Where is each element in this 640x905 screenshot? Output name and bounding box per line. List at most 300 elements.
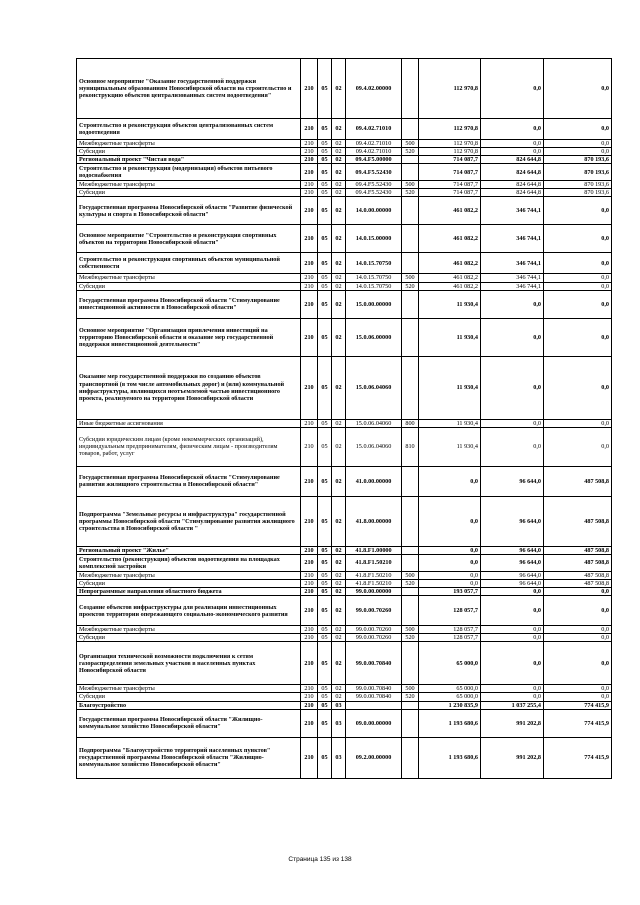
amount-year-2: 96 644,0: [481, 546, 544, 554]
code-csr: 15.0.00.00000: [346, 290, 402, 318]
row-name: Межбюджетные трансферты: [77, 181, 301, 189]
table-row: [77, 164, 612, 181]
row-name: Строительство и реконструкция спортивных объектов муниципальной собственности: [77, 253, 301, 274]
code-pr: 02: [332, 119, 346, 140]
amount-year-2: 0,0: [481, 356, 544, 419]
code-gr: 210: [301, 693, 318, 701]
table-row: [77, 588, 612, 596]
table-row: [77, 189, 612, 197]
code-gr: 210: [301, 181, 318, 189]
row-name: Организация технической возможности подключения к сетям газораспределения земельных участков в населенных пунктах Новосибирской области: [77, 642, 301, 685]
code-rz: 05: [318, 693, 332, 701]
row-name: Межбюджетные трансферты: [77, 685, 301, 693]
code-vr: [402, 318, 419, 356]
code-gr: 210: [301, 225, 318, 253]
row-name: Государственная программа Новосибирской области "Жилищно-коммунальное хозяйство Новосибирской области": [77, 709, 301, 737]
code-pr: 02: [332, 189, 346, 197]
code-gr: 210: [301, 164, 318, 181]
code-csr: 41.8.00.00000: [346, 496, 402, 546]
code-pr: 02: [332, 419, 346, 427]
code-vr: [402, 554, 419, 571]
code-gr: 210: [301, 119, 318, 140]
code-rz: 05: [318, 290, 332, 318]
amount-year-1: 1 193 680,6: [419, 709, 481, 737]
amount-year-2: 0,0: [481, 290, 544, 318]
table-row: [77, 427, 612, 466]
amount-year-3: 0,0: [544, 253, 612, 274]
row-name: Межбюджетные трансферты: [77, 274, 301, 282]
row-name: Субсидии: [77, 693, 301, 701]
amount-year-3: 0,0: [544, 274, 612, 282]
row-name: Основное мероприятие "Оказание государственной поддержки муниципальным образованиям Новосибирской области на строительство и реконструкцию объектов централизованных систем водоотведения": [77, 59, 301, 119]
table-row: [77, 356, 612, 419]
code-rz: 05: [318, 634, 332, 642]
code-vr: 810: [402, 427, 419, 466]
code-pr: 02: [332, 642, 346, 685]
table-row: [77, 197, 612, 225]
code-csr: 41.8.F1.50210: [346, 579, 402, 587]
amount-year-3: 0,0: [544, 59, 612, 119]
row-name: Государственная программа Новосибирской области "Стимулирование инвестиционной активности в Новосибирской области": [77, 290, 301, 318]
code-vr: 500: [402, 626, 419, 634]
code-csr: 09.4.02.00000: [346, 59, 402, 119]
amount-year-2: 96 644,0: [481, 571, 544, 579]
code-vr: 500: [402, 685, 419, 693]
code-rz: 05: [318, 554, 332, 571]
amount-year-2: 0,0: [481, 318, 544, 356]
amount-year-2: 0,0: [481, 596, 544, 626]
code-csr: 41.0.00.00000: [346, 466, 402, 496]
amount-year-1: 461 082,2: [419, 197, 481, 225]
amount-year-1: 714 087,7: [419, 181, 481, 189]
amount-year-2: 96 644,0: [481, 579, 544, 587]
table-row: [77, 596, 612, 626]
row-name: Региональный проект "Чистая вода": [77, 156, 301, 164]
code-vr: [402, 225, 419, 253]
amount-year-2: 346 744,1: [481, 225, 544, 253]
code-gr: 210: [301, 571, 318, 579]
code-vr: 500: [402, 181, 419, 189]
code-pr: 02: [332, 274, 346, 282]
code-vr: 500: [402, 140, 419, 148]
code-vr: 520: [402, 189, 419, 197]
code-gr: 210: [301, 701, 318, 709]
table-row: [77, 156, 612, 164]
table-row: [77, 419, 612, 427]
code-gr: 210: [301, 466, 318, 496]
table-row: [77, 579, 612, 587]
amount-year-3: 0,0: [544, 225, 612, 253]
code-gr: 210: [301, 356, 318, 419]
code-csr: 09.4.02.71010: [346, 140, 402, 148]
table-row: [77, 148, 612, 156]
amount-year-3: 0,0: [544, 634, 612, 642]
amount-year-1: 461 082,2: [419, 225, 481, 253]
amount-year-1: 461 082,2: [419, 274, 481, 282]
code-gr: 210: [301, 189, 318, 197]
code-gr: 210: [301, 274, 318, 282]
row-name: Субсидии: [77, 148, 301, 156]
table-row: [77, 571, 612, 579]
code-vr: 800: [402, 419, 419, 427]
code-vr: [402, 466, 419, 496]
amount-year-1: 112 970,8: [419, 148, 481, 156]
code-rz: 05: [318, 181, 332, 189]
code-gr: 210: [301, 685, 318, 693]
code-vr: [402, 290, 419, 318]
code-pr: 02: [332, 290, 346, 318]
table-row: [77, 626, 612, 634]
amount-year-1: 461 082,2: [419, 253, 481, 274]
code-csr: 09.2.00.00000: [346, 737, 402, 778]
code-gr: 210: [301, 59, 318, 119]
code-pr: 02: [332, 225, 346, 253]
code-vr: [402, 59, 419, 119]
amount-year-1: 128 057,7: [419, 596, 481, 626]
table-row: [77, 634, 612, 642]
code-csr: 09.4.F5.00000: [346, 156, 402, 164]
amount-year-2: 991 202,8: [481, 709, 544, 737]
code-gr: 210: [301, 554, 318, 571]
code-vr: 520: [402, 148, 419, 156]
code-pr: 02: [332, 588, 346, 596]
amount-year-2: 0,0: [481, 626, 544, 634]
amount-year-2: 0,0: [481, 685, 544, 693]
table-row: [77, 737, 612, 778]
amount-year-3: 870 193,6: [544, 181, 612, 189]
amount-year-1: 128 057,7: [419, 626, 481, 634]
amount-year-1: 11 930,4: [419, 318, 481, 356]
amount-year-3: 870 193,6: [544, 164, 612, 181]
code-csr: 09.4.F5.52430: [346, 189, 402, 197]
amount-year-2: 824 644,8: [481, 181, 544, 189]
code-csr: 15.0.06.04060: [346, 427, 402, 466]
code-pr: 02: [332, 282, 346, 290]
amount-year-1: 0,0: [419, 571, 481, 579]
code-rz: 05: [318, 148, 332, 156]
amount-year-3: 774 415,9: [544, 701, 612, 709]
code-pr: 03: [332, 709, 346, 737]
code-csr: 99.0.00.70260: [346, 626, 402, 634]
code-pr: 02: [332, 156, 346, 164]
code-csr: 99.0.00.70260: [346, 634, 402, 642]
row-name: Иные бюджетные ассигнования: [77, 419, 301, 427]
code-vr: [402, 156, 419, 164]
code-vr: 500: [402, 571, 419, 579]
amount-year-3: 0,0: [544, 427, 612, 466]
code-gr: 210: [301, 282, 318, 290]
amount-year-2: 346 744,1: [481, 282, 544, 290]
row-name: Субсидии: [77, 579, 301, 587]
amount-year-3: 870 193,6: [544, 189, 612, 197]
amount-year-2: 96 644,0: [481, 466, 544, 496]
code-pr: 03: [332, 701, 346, 709]
amount-year-1: 0,0: [419, 554, 481, 571]
code-rz: 05: [318, 596, 332, 626]
code-csr: 14.0.15.70750: [346, 274, 402, 282]
code-csr: 14.0.15.70750: [346, 253, 402, 274]
code-pr: 02: [332, 579, 346, 587]
code-rz: 05: [318, 466, 332, 496]
table-row: [77, 119, 612, 140]
amount-year-3: 0,0: [544, 588, 612, 596]
code-vr: [402, 709, 419, 737]
code-csr: 09.4.F5.52430: [346, 181, 402, 189]
amount-year-2: 346 744,1: [481, 253, 544, 274]
code-vr: [402, 253, 419, 274]
amount-year-3: 774 415,9: [544, 709, 612, 737]
amount-year-3: 0,0: [544, 419, 612, 427]
budget-table: [76, 58, 612, 779]
code-gr: 210: [301, 318, 318, 356]
code-gr: 210: [301, 496, 318, 546]
code-csr: 41.8.F1.50210: [346, 554, 402, 571]
code-gr: 210: [301, 579, 318, 587]
code-vr: 520: [402, 693, 419, 701]
code-pr: 02: [332, 596, 346, 626]
code-vr: [402, 546, 419, 554]
code-gr: 210: [301, 197, 318, 225]
row-name: Создание объектов инфраструктуры для реализации инвестиционных проектов территории опережающего социально-экономического развития: [77, 596, 301, 626]
code-pr: 03: [332, 737, 346, 778]
code-vr: 520: [402, 634, 419, 642]
amount-year-2: 0,0: [481, 634, 544, 642]
code-csr: 99.0.00.70260: [346, 596, 402, 626]
code-pr: 02: [332, 496, 346, 546]
amount-year-1: 65 000,0: [419, 642, 481, 685]
amount-year-1: 11 930,4: [419, 427, 481, 466]
code-rz: 05: [318, 642, 332, 685]
amount-year-3: 0,0: [544, 197, 612, 225]
code-rz: 05: [318, 197, 332, 225]
table-row: [77, 554, 612, 571]
code-csr: 41.8.F1.50210: [346, 571, 402, 579]
code-gr: 210: [301, 148, 318, 156]
row-name: Оказание мер государственной поддержки по созданию объектов транспортной (в том числе автомобильных дорог) и (или) коммунальной инфраструктуры, являющихся неотъемлемой частью инвестиционного проекта, реализуемого на территории Новосибирской области: [77, 356, 301, 419]
code-pr: 02: [332, 356, 346, 419]
amount-year-1: 193 057,7: [419, 588, 481, 596]
code-pr: 02: [332, 626, 346, 634]
row-name: Межбюджетные трансферты: [77, 140, 301, 148]
code-csr: 41.8.F1.00000: [346, 546, 402, 554]
row-name: Строительство (реконструкция) объектов водоотведения на площадках комплексной застройки: [77, 554, 301, 571]
row-name: Подпрограмма "Благоустройство территорий населенных пунктов" государственной программы Новосибирской области "Жилищно-коммунальное хозяйство Новосибирской области": [77, 737, 301, 778]
amount-year-3: 0,0: [544, 626, 612, 634]
code-gr: 210: [301, 596, 318, 626]
code-gr: 210: [301, 737, 318, 778]
amount-year-1: 112 970,8: [419, 140, 481, 148]
amount-year-3: 0,0: [544, 282, 612, 290]
amount-year-2: 96 644,0: [481, 496, 544, 546]
code-vr: 500: [402, 274, 419, 282]
code-pr: 02: [332, 427, 346, 466]
amount-year-3: 0,0: [544, 140, 612, 148]
table-row: [77, 693, 612, 701]
amount-year-3: 0,0: [544, 119, 612, 140]
code-rz: 05: [318, 225, 332, 253]
amount-year-1: 112 970,8: [419, 59, 481, 119]
row-name: Строительство и реконструкция (модернизация) объектов питьевого водоснабжения: [77, 164, 301, 181]
code-gr: 210: [301, 156, 318, 164]
code-gr: 210: [301, 140, 318, 148]
table-row: [77, 546, 612, 554]
row-name: Субсидии: [77, 189, 301, 197]
amount-year-3: 0,0: [544, 318, 612, 356]
code-csr: [346, 701, 402, 709]
amount-year-1: 11 930,4: [419, 356, 481, 419]
amount-year-2: 0,0: [481, 588, 544, 596]
code-rz: 05: [318, 626, 332, 634]
code-rz: 05: [318, 588, 332, 596]
table-row: [77, 701, 612, 709]
amount-year-3: 487 508,8: [544, 466, 612, 496]
amount-year-3: 0,0: [544, 290, 612, 318]
amount-year-2: 346 744,1: [481, 274, 544, 282]
amount-year-3: 487 508,8: [544, 496, 612, 546]
code-rz: 05: [318, 140, 332, 148]
amount-year-1: 128 057,7: [419, 634, 481, 642]
amount-year-2: 991 202,8: [481, 737, 544, 778]
amount-year-3: 0,0: [544, 356, 612, 419]
code-rz: 05: [318, 59, 332, 119]
page-number: Страница 135 из 138: [288, 856, 352, 863]
code-vr: 520: [402, 579, 419, 587]
amount-year-3: 0,0: [544, 642, 612, 685]
amount-year-2: 824 644,8: [481, 164, 544, 181]
code-gr: 210: [301, 290, 318, 318]
row-name: Субсидии: [77, 282, 301, 290]
amount-year-2: 0,0: [481, 59, 544, 119]
table-row: [77, 282, 612, 290]
code-rz: 05: [318, 546, 332, 554]
row-name: Субсидии: [77, 634, 301, 642]
code-csr: 15.0.06.04060: [346, 356, 402, 419]
amount-year-1: 714 087,7: [419, 189, 481, 197]
row-name: Строительство и реконструкция объектов централизованных систем водоотведения: [77, 119, 301, 140]
row-name: Государственная программа Новосибирской области "Стимулирование развития жилищного строительства в Новосибирской области": [77, 466, 301, 496]
code-pr: 02: [332, 693, 346, 701]
code-vr: [402, 737, 419, 778]
code-rz: 05: [318, 253, 332, 274]
amount-year-2: 346 744,1: [481, 197, 544, 225]
amount-year-3: 0,0: [544, 693, 612, 701]
row-name: Межбюджетные трансферты: [77, 571, 301, 579]
amount-year-1: 1 230 835,9: [419, 701, 481, 709]
code-pr: 02: [332, 253, 346, 274]
row-name: Субсидии юридическим лицам (кроме некоммерческих организаций), индивидуальным предпринимателям, физическим лицам - производителям товаров, работ, услуг: [77, 427, 301, 466]
code-vr: [402, 588, 419, 596]
amount-year-1: 65 000,0: [419, 693, 481, 701]
amount-year-3: 0,0: [544, 148, 612, 156]
code-csr: 09.4.F5.52430: [346, 164, 402, 181]
code-pr: 02: [332, 164, 346, 181]
row-name: Государственная программа Новосибирской области "Развитие физической культуры и спорта в Новосибирской области": [77, 197, 301, 225]
amount-year-2: 824 644,8: [481, 156, 544, 164]
amount-year-1: 11 930,4: [419, 290, 481, 318]
code-rz: 05: [318, 685, 332, 693]
table-row: [77, 290, 612, 318]
amount-year-2: 0,0: [481, 427, 544, 466]
amount-year-2: 0,0: [481, 693, 544, 701]
code-pr: 02: [332, 197, 346, 225]
table-row: [77, 140, 612, 148]
table-row: [77, 642, 612, 685]
code-rz: 05: [318, 318, 332, 356]
amount-year-1: 65 000,0: [419, 685, 481, 693]
amount-year-1: 0,0: [419, 466, 481, 496]
code-vr: [402, 596, 419, 626]
amount-year-2: 96 644,0: [481, 554, 544, 571]
code-vr: [402, 197, 419, 225]
row-name: Подпрограмма "Земельные ресурсы и инфраструктура" государственной программы Новосибирской области "Стимулирование развития жилищного строительства в Новосибирской области ": [77, 496, 301, 546]
code-pr: 02: [332, 466, 346, 496]
code-gr: 210: [301, 253, 318, 274]
amount-year-2: 1 037 255,4: [481, 701, 544, 709]
table-row: [77, 496, 612, 546]
code-pr: 02: [332, 685, 346, 693]
amount-year-1: 0,0: [419, 546, 481, 554]
amount-year-3: 487 508,8: [544, 546, 612, 554]
code-csr: 99.0.00.70840: [346, 685, 402, 693]
code-csr: 15.0.06.04060: [346, 419, 402, 427]
amount-year-3: 0,0: [544, 685, 612, 693]
amount-year-2: 0,0: [481, 148, 544, 156]
amount-year-1: 461 082,2: [419, 282, 481, 290]
code-vr: [402, 356, 419, 419]
code-csr: 14.0.15.70750: [346, 282, 402, 290]
code-rz: 05: [318, 189, 332, 197]
table-row: [77, 59, 612, 119]
amount-year-1: 1 193 680,6: [419, 737, 481, 778]
code-rz: 05: [318, 496, 332, 546]
row-name: Благоустройство: [77, 701, 301, 709]
code-csr: 09.4.02.71010: [346, 148, 402, 156]
code-rz: 05: [318, 709, 332, 737]
code-gr: 210: [301, 626, 318, 634]
code-pr: 02: [332, 546, 346, 554]
amount-year-3: 487 508,8: [544, 554, 612, 571]
code-csr: 14.0.00.00000: [346, 197, 402, 225]
code-pr: 02: [332, 181, 346, 189]
code-csr: 15.0.06.00000: [346, 318, 402, 356]
amount-year-3: 487 508,8: [544, 579, 612, 587]
code-rz: 05: [318, 737, 332, 778]
amount-year-1: 714 087,7: [419, 156, 481, 164]
code-pr: 02: [332, 634, 346, 642]
table-row: [77, 253, 612, 274]
code-gr: 210: [301, 546, 318, 554]
code-rz: 05: [318, 701, 332, 709]
code-csr: 09.0.00.00000: [346, 709, 402, 737]
code-gr: 210: [301, 419, 318, 427]
code-vr: 520: [402, 282, 419, 290]
code-vr: [402, 642, 419, 685]
code-rz: 05: [318, 274, 332, 282]
code-rz: 05: [318, 164, 332, 181]
amount-year-1: 0,0: [419, 579, 481, 587]
code-rz: 05: [318, 119, 332, 140]
row-name: Основное мероприятие "Строительство и реконструкция спортивных объектов на территории Новосибирской области": [77, 225, 301, 253]
amount-year-1: 714 087,7: [419, 164, 481, 181]
code-vr: [402, 119, 419, 140]
code-pr: 02: [332, 140, 346, 148]
amount-year-3: 774 415,9: [544, 737, 612, 778]
code-rz: 05: [318, 427, 332, 466]
row-name: Региональный проект "Жилье": [77, 546, 301, 554]
amount-year-2: 0,0: [481, 642, 544, 685]
code-csr: 99.0.00.70840: [346, 642, 402, 685]
code-rz: 05: [318, 156, 332, 164]
